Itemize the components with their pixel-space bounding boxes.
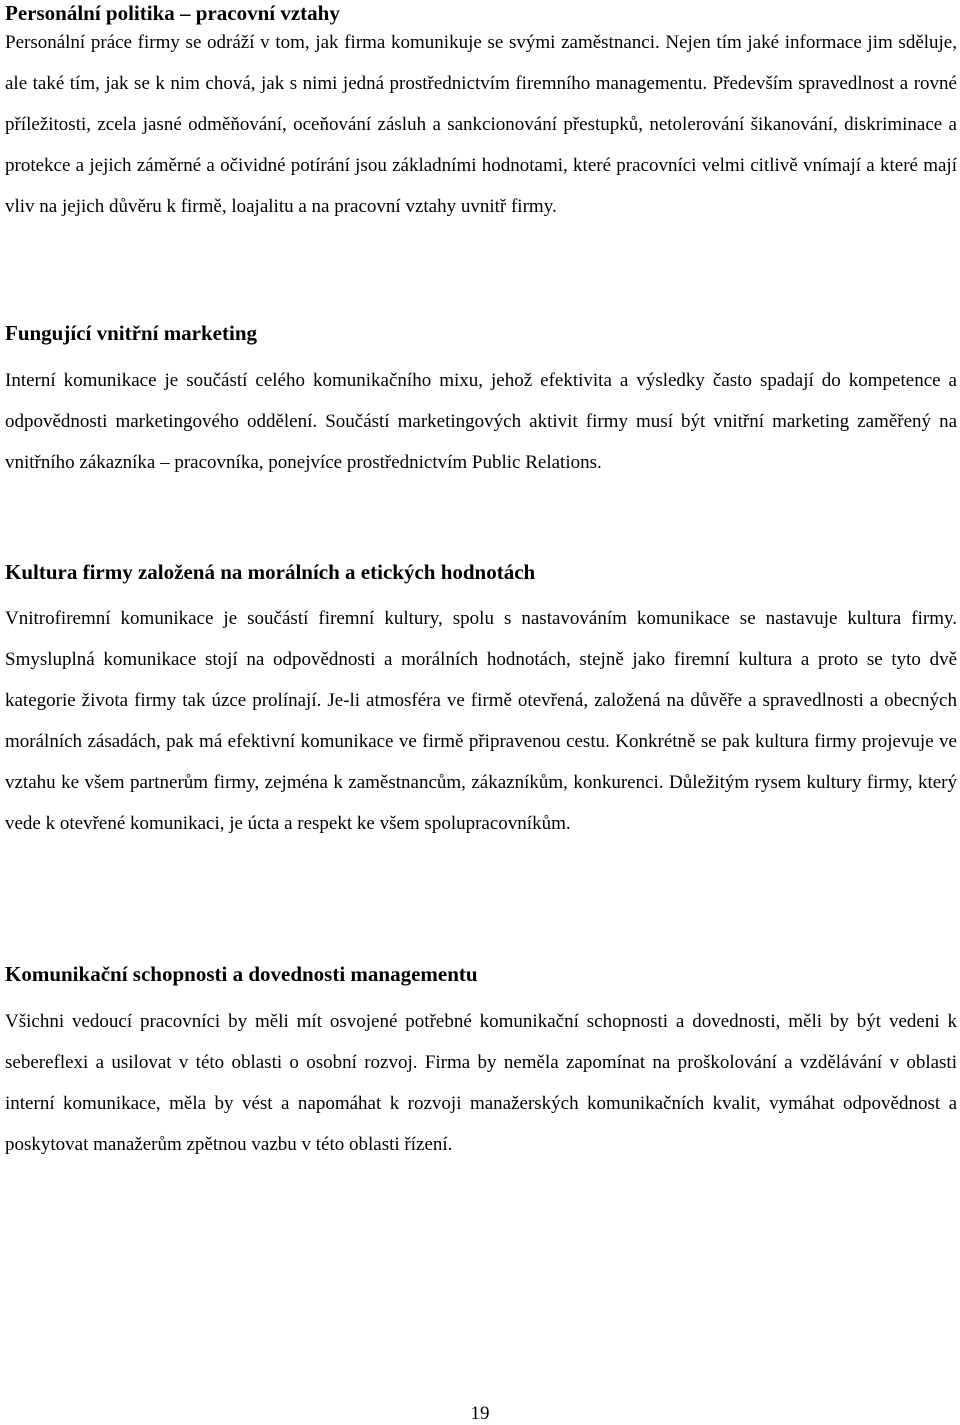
section-heading-kultura-firmy: Kultura firmy založená na morálních a etických hodnotách [5, 560, 536, 584]
section-body-kultura-firmy: Vnitrofiremní komunikace je součástí firemní kultury, spolu s nastavováním komunikace se nastavuje kultura firmy. Smysluplná komunikace stojí na odpovědnosti a morálních hodnotách, stejně jako firemní kultura a proto se tyto dvě kategorie života firmy tak úzce prolínají. Je-li atmosféra ve firmě otevřená, založená na důvěře a spravedlnosti a obecných morálních zásadách, pak má efektivní komunikace ve firmě připravenou cestu. Konkrétně se pak kultura firmy projevuje ve vztahu ke všem partnerům firmy, zejména k zaměstnancům, zákazníkům, konkurenci. Důležitým rysem kultury firmy, který vede k otevřené komunikaci, je úcta a respekt ke všem spolupracovníkům. [5, 608, 957, 834]
section-heading-personalni-politika: Personální politika – pracovní vztahy [5, 1, 340, 25]
section-heading-vnitrni-marketing: Fungující vnitřní marketing [5, 321, 258, 345]
section-body-komunikacni-schopnosti: Všichni vedoucí pracovníci by měli mít osvojené potřebné komunikační schopnosti a dovednosti, měli by být vedeni k sebereflexi a usilovat v této oblasti o osobní rozvoj. Firma by neměla zapomínat na proškolování a vzdělávání v oblasti interní komunikace, měla by vést a napomáhat k rozvoji manažerských komunikačních kvalit, vymáhat odpovědnost a poskytovat manažerům zpětnou vazbu v této oblasti řízení. [5, 1011, 957, 1155]
section-heading-komunikacni-schopnosti: Komunikační schopnosti a dovednosti managementu [5, 962, 478, 986]
section-body-vnitrni-marketing: Interní komunikace je součástí celého komunikačního mixu, jehož efektivita a výsledky často spadají do kompetence a odpovědnosti marketingového oddělení. Součástí marketingových aktivit firmy musí být vnitřní marketing zaměřený na vnitřního zákazníka – pracovníka, ponejvíce prostřednictvím Public Relations. [5, 370, 957, 473]
page-number: 19 [470, 1403, 490, 1424]
section-body-personalni-politika: Personální práce firmy se odráží v tom, jak firma komunikuje se svými zaměstnanci. Nejen tím jaké informace jim sděluje, ale také tím, jak se k nim chová, jak s nimi jedná prostřednictvím firemního managementu. Především spravedlnost a rovné příležitosti, zcela jasné odměňování, oceňování zásluh a sankcionování přestupků, netolerování šikanování, diskriminace a protekce a jejich záměrné a očividné potírání jsou základními hodnotami, které pracovníci velmi citlivě vnímají a které mají vliv na jejich důvěru k firmě, loajalitu a na pracovní vztahy uvnitř firmy. [5, 32, 957, 217]
